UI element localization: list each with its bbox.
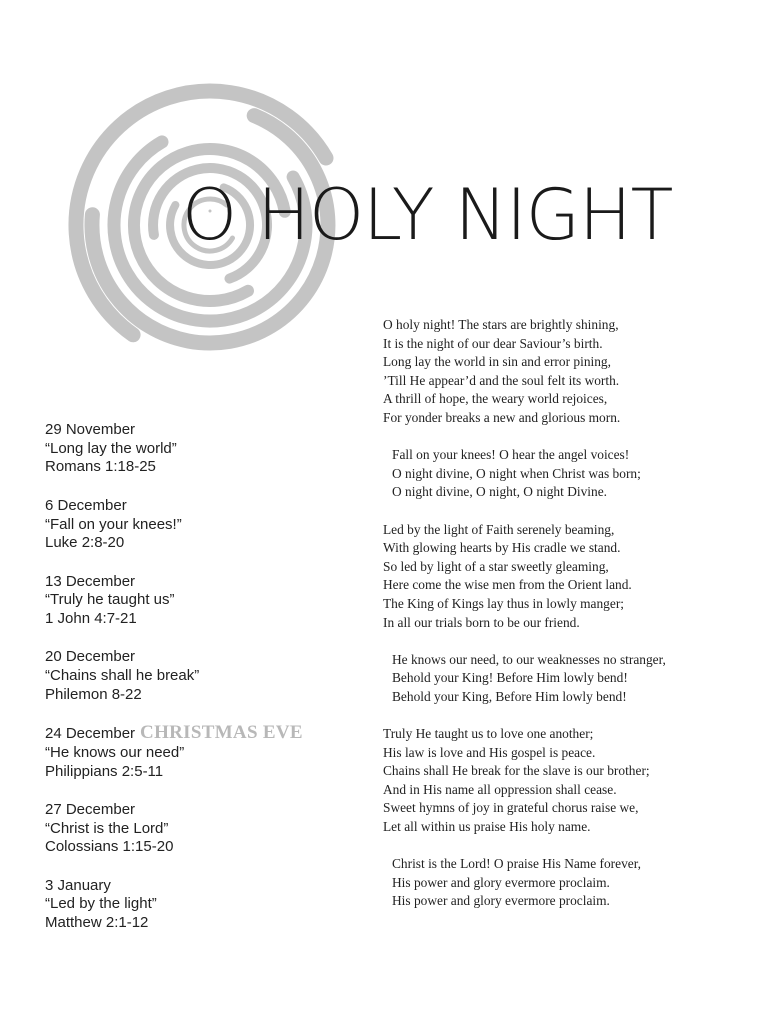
lyric-line: His power and glory evermore proclaim. — [392, 874, 610, 890]
verse-stanza — [383, 316, 763, 428]
lyric-line: O holy night! The stars are brightly shining, — [383, 317, 619, 332]
schedule-date — [45, 421, 345, 440]
schedule-reference: Romans 1:18-25 — [45, 458, 156, 476]
schedule-date-text: 6 December — [45, 496, 127, 514]
lyric-line: So led by light of a star sweetly gleaming, — [383, 558, 609, 574]
schedule-reference: 1 John 4:7-21 — [45, 610, 137, 627]
schedule-entry — [45, 421, 345, 477]
reading-schedule — [45, 421, 345, 953]
lyric-line: His power and glory evermore proclaim. — [392, 893, 610, 909]
lyric-line: Led by the light of Faith serenely beaming, — [383, 521, 615, 537]
lyric-line: In all our trials born to be our friend. — [383, 614, 580, 630]
schedule-entry — [45, 648, 345, 704]
schedule-date — [45, 648, 345, 667]
schedule-date-text: 3 January — [45, 876, 111, 894]
lyric-line: Long lay the world in sin and error pining, — [383, 354, 611, 370]
schedule-theme: “He knows our need” — [45, 743, 185, 761]
lyric-line: For yonder breaks a new and glorious morn. — [383, 409, 621, 425]
schedule-theme: “Truly he taught us” — [45, 591, 175, 609]
schedule-reference: Philippians 2:5-11 — [45, 762, 164, 780]
schedule-date — [45, 724, 345, 744]
lyric-line: Behold your King! Before Him lowly bend! — [392, 670, 628, 686]
schedule-date-text: 20 December — [45, 648, 136, 666]
lyric-line: Fall on your knees! O hear the angel voices! — [392, 447, 630, 463]
lyric-line: Christ is the Lord! O praise His Name forever, — [392, 856, 641, 872]
schedule-reference: Matthew 2:1-12 — [45, 914, 149, 932]
lyric-line: Let all within us praise His holy name. — [383, 819, 591, 835]
lyric-line: Sweet hymns of joy in grateful chorus raise we, — [383, 800, 639, 816]
schedule-reference: Colossians 1:15-20 — [45, 838, 174, 856]
lyric-line: And in His name all oppression shall cease. — [383, 781, 617, 797]
schedule-entry — [45, 573, 345, 629]
lyric-line: A thrill of hope, the weary world rejoices, — [383, 391, 608, 407]
schedule-theme: “Fall on your knees!” — [45, 515, 182, 533]
page-title: O HOLY NIGHT — [182, 174, 673, 256]
schedule-entry — [45, 801, 345, 857]
lyric-line: Behold your King, Before Him lowly bend! — [392, 688, 627, 704]
lyric-line: Here come the wise men from the Orient land. — [383, 577, 632, 593]
chorus-stanza — [383, 446, 763, 502]
chorus-stanza — [383, 855, 763, 911]
lyric-line: His law is love and His gospel is peace. — [383, 744, 596, 760]
schedule-entry — [45, 724, 345, 781]
chorus-stanza — [383, 651, 763, 707]
christmas-eve-note: CHRISTMAS EVE — [140, 722, 303, 744]
lyric-line: With glowing hearts by His cradle we stand. — [383, 540, 621, 556]
lyric-line: He knows our need, to our weaknesses no stranger, — [392, 651, 666, 667]
lyric-line: It is the night of our dear Saviour’s birth. — [383, 335, 603, 351]
schedule-entry — [45, 877, 345, 933]
schedule-theme: “Chains shall he break” — [45, 667, 200, 685]
schedule-date — [45, 497, 345, 516]
lyric-line: Truly He taught us to love one another; — [383, 726, 594, 742]
schedule-date-text: 24 December — [45, 725, 136, 743]
schedule-theme: “Led by the light” — [45, 895, 157, 913]
schedule-date — [45, 573, 345, 592]
schedule-entry — [45, 497, 345, 553]
schedule-theme: “Long lay the world” — [45, 439, 177, 457]
schedule-date-text: 13 December — [45, 572, 136, 590]
lyric-line: The King of Kings lay thus in lowly manger; — [383, 595, 624, 611]
hymn-lyrics — [383, 316, 763, 930]
lyric-line: Chains shall He break for the slave is our brother; — [383, 763, 650, 779]
verse-stanza — [383, 521, 763, 633]
lyric-line: O night divine, O night, O night Divine. — [392, 484, 607, 500]
verse-stanza — [383, 725, 763, 837]
schedule-date — [45, 877, 345, 896]
lyric-line: O night divine, O night when Christ was born; — [392, 465, 641, 481]
schedule-reference: Philemon 8-22 — [45, 685, 142, 703]
schedule-date — [45, 801, 345, 820]
schedule-theme: “Christ is the Lord” — [45, 819, 169, 837]
schedule-date-text: 27 December — [45, 800, 136, 818]
schedule-date-text: 29 November — [45, 421, 136, 438]
schedule-reference: Luke 2:8-20 — [45, 534, 125, 552]
lyric-line: ’Till He appear’d and the soul felt its worth. — [383, 372, 620, 388]
